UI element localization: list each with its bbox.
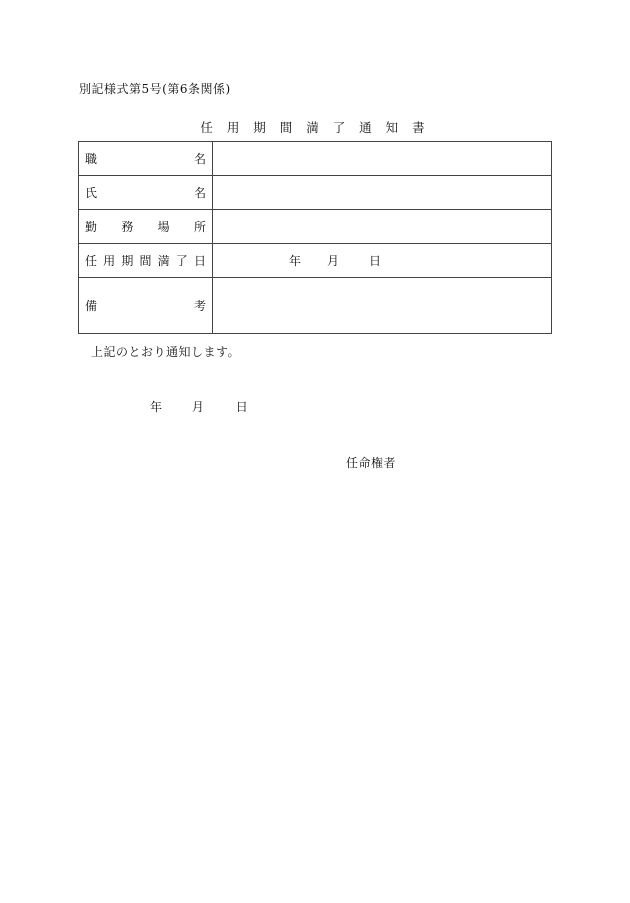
label-cell-workplace xyxy=(79,210,213,244)
date-year-label: 年 xyxy=(289,254,302,268)
label-char: 満 xyxy=(157,254,170,268)
label-char: 任 xyxy=(85,254,98,268)
label-char: 名 xyxy=(193,186,206,200)
notice-text: 上記のとおり通知します。 xyxy=(91,345,241,359)
label-char: 用 xyxy=(103,254,116,268)
value-cell-workplace xyxy=(213,210,552,244)
label-char: 場 xyxy=(157,220,170,234)
table-row-remarks xyxy=(79,278,552,334)
label-cell-remarks xyxy=(79,278,213,334)
table-row-name xyxy=(79,176,552,210)
value-cell-job-title xyxy=(213,142,552,176)
form-reference: 別記様式第5号(第6条関係) xyxy=(79,82,231,96)
notice-form-table xyxy=(78,141,552,334)
label-char: 備 xyxy=(85,299,98,313)
label-char: 職 xyxy=(85,152,98,166)
label-char: 所 xyxy=(193,220,206,234)
label-cell-name xyxy=(79,176,213,210)
label-char: 勤 xyxy=(85,220,98,234)
issue-date xyxy=(150,398,248,415)
issue-date-month-label: 月 xyxy=(191,400,204,414)
label-cell-job-title xyxy=(79,142,213,176)
value-cell-remarks xyxy=(213,278,552,334)
label-char: 名 xyxy=(193,152,206,166)
label-char: 考 xyxy=(193,299,206,313)
table-row-job-title xyxy=(79,142,552,176)
label-char: 日 xyxy=(193,254,206,268)
label-char: 期 xyxy=(121,254,134,268)
label-cell-expiry-date xyxy=(79,244,213,278)
table-row-workplace xyxy=(79,210,552,244)
document-title: 任 用 期 間 満 了 通 知 書 xyxy=(200,120,430,135)
date-month-label: 月 xyxy=(327,254,340,268)
appointing-authority-label: 任命権者 xyxy=(346,456,397,470)
issue-date-year-label: 年 xyxy=(150,400,163,414)
label-char: 間 xyxy=(139,254,152,268)
date-day-label: 日 xyxy=(369,254,382,268)
label-char: 了 xyxy=(175,254,188,268)
label-char: 務 xyxy=(121,220,134,234)
issue-date-day-label: 日 xyxy=(235,400,248,414)
value-cell-name xyxy=(213,176,552,210)
value-cell-expiry-date xyxy=(213,244,552,278)
label-char: 氏 xyxy=(85,186,98,200)
table-row-expiry-date xyxy=(79,244,552,278)
